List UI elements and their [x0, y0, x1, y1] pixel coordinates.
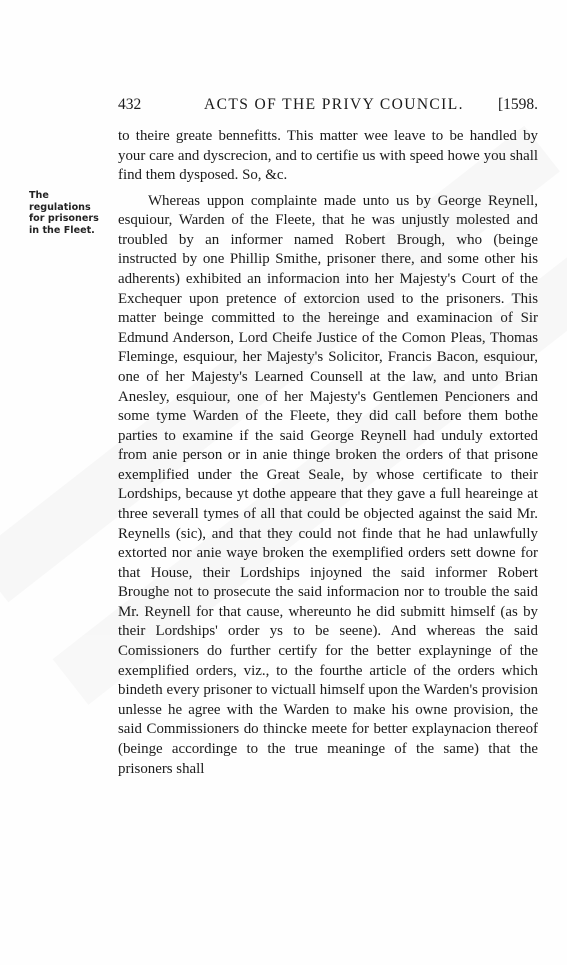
marginal-note-line: for prisoners [29, 213, 99, 224]
paragraph-fleet-regulations: Whereas uppon complainte made unto us by George Reynell, esquiour, Warden of the Fleete, that he was unjustly molested and troubled by an informer named Robert Brough, who (beinge instructed by one Phillip Smithe, prisoner there, and some other his adherents) exhibited an informacion into her Majesty's Court of the Exchequer upon pretence of extorcion used to the prisoners. This matter beinge committed to the hereinge and examinacion of Sir Edmund Anderson, Lord Cheife Justice of the Comon Pleas, Thomas Fleminge, esquiour, her Majesty's Solicitor, Francis Bacon, esquiour, one of her Majesty's Learned Counsell at the law, and unto Brian Anesley, esquiour, one of her Majesty's Gentlemen Pencioners and some tyme Warden of the Fleete, they did call before them bothe parties to examine if the said George Reynell had unduly extorted from anie person or in anie thinge broken the orders of that prisone exemplified under the Great Seale, by whose certificate to their Lordships, because yt dothe appeare that they gave a full heareinge at three severall tymes of all that could be objected against the said Mr. Reynells (sic), and that they could not finde that he had unlawfully extorted nor anie waye broken the exemplified orders sett downe for that House, their Lordships injoyned the said informer Robert Broughe not to prosecute the said informacion nor to trouble the said Mr. Reynell for that cause, whereunto he did submitt himself (as by their Lordships' order ys to be seene). And whereas the said Comissioners do further certify for the better explayninge of the exemplified orders, viz., to the fourthe article of the orders which bindeth every prisoner to victuall himself upon the Warden's provision unlesse he agree with the Warden to make his owne provision, the said Commissioners do thincke meete for better explaynacion thereof (beinge accordinge to the true meaninge of the same) that the prisoners shall [118, 192, 538, 777]
page-header [118, 95, 538, 115]
body-text [118, 127, 538, 779]
paragraph-continuation: to theire greate bennefitts. This matter wee leave to be handled by your care and dyscrecion, and to certifie us with speed howe you shall find them dysposed. So, &c. [118, 128, 538, 184]
running-title: ACTS OF THE PRIVY COUNCIL. [204, 96, 464, 113]
marginal-note-line: The [29, 190, 49, 201]
page-number: 432 [118, 96, 142, 113]
header-year: [1598. [497, 96, 538, 113]
marginal-note-line: in the Fleet. [29, 224, 95, 236]
marginal-note-line: regulations [29, 201, 91, 213]
marginal-note [29, 190, 119, 236]
